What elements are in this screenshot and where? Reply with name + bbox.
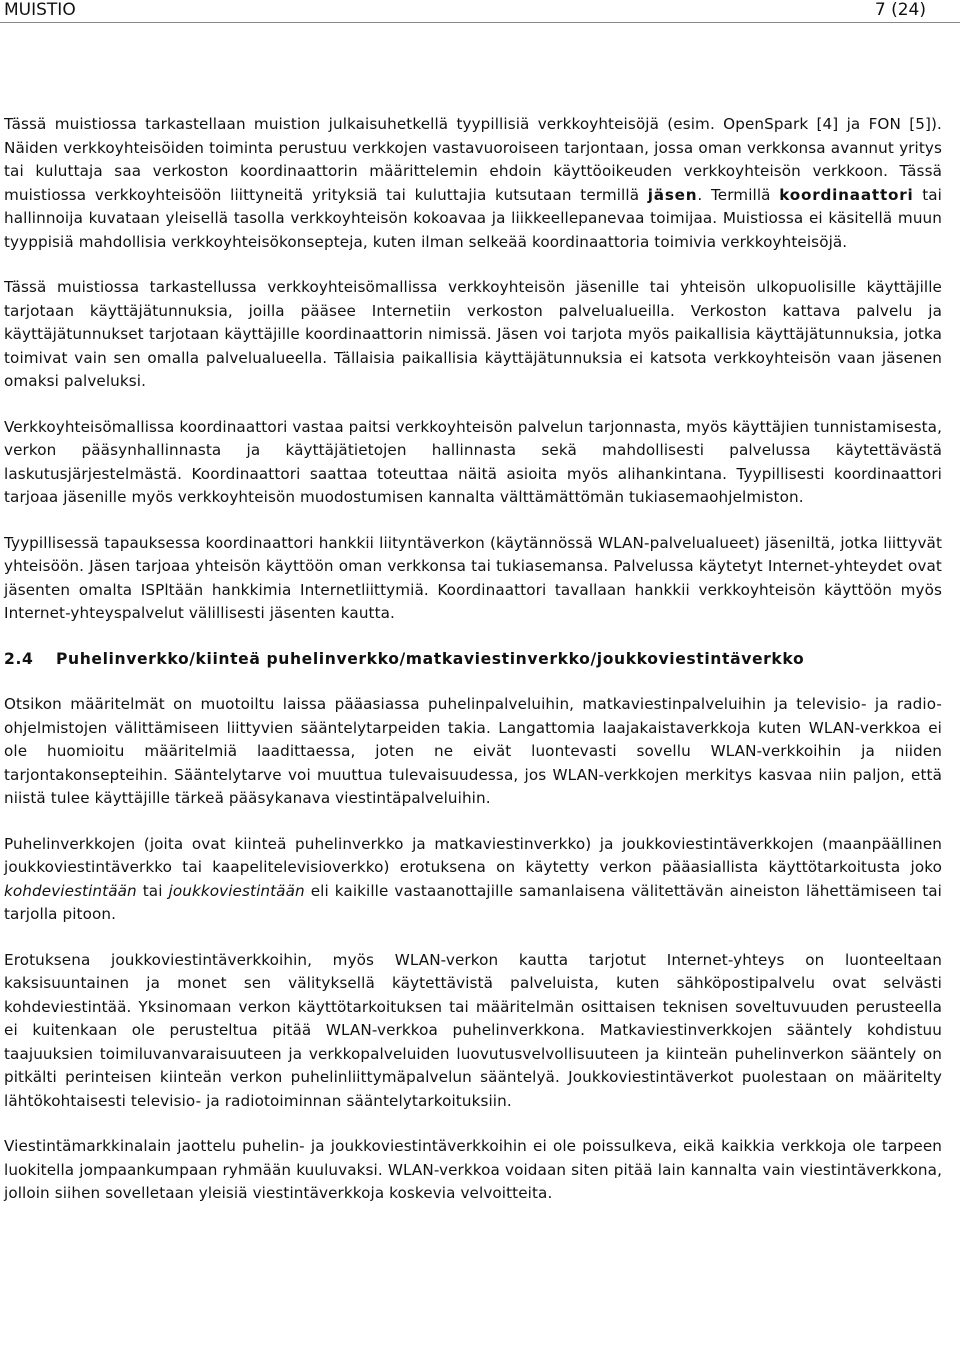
- paragraph-user-credentials: Tässä muistiossa tarkastellussa verkkoyhteisömallissa verkkoyhteisön jäsenille tai yhteisön ulkopuolisille käyttäjille tarjotaan käyttäjätunnuksia, joilla pääsee Internetiin verkoston palvelualueilla. Verkoston kattava palvelu ja käyttäjätunnukset tarjotaan käyttäjille koordinaattorin nimissä. Jäsen voi tarjota myös paikallisia käyttäjätunnuksia, jotka toimivat vain sen omalla palvelualueella. Tällaisia paikallisia käyttäjätunnuksia ei katsota verkkoyhteisön vaan jäsenen omaksi palveluksi.: [4, 278, 942, 390]
- term-targeted-communication: kohdeviestintään: [4, 881, 137, 900]
- page-header: [0, 0, 960, 23]
- text-segment: eli kaikille vastaanottajille samanlaisena välitettävän aineiston lähettämiseen tai tarjolla pitoon.: [4, 881, 942, 923]
- term-coordinator: koordinaattori: [779, 185, 914, 204]
- text-segment: Puhelinverkkojen (joita ovat kiinteä puhelinverkko ja matkaviestinverkko) ja joukkoviestintäverkkojen (maanpäällinen joukkoviestintäverkko tai kaapelitelevisioverkko) erotuksena on käytetty verkon pääasiallista käyttötarkoitusta joko: [4, 834, 942, 876]
- term-member: jäsen: [647, 185, 698, 204]
- section-heading: [4, 648, 942, 672]
- page-number: 7 (24): [874, 0, 926, 20]
- paragraph-conclusion: Viestintämarkkinalain jaottelu puhelin- ja joukkoviestintäverkkoihin ei ole poissulkeva, eikä kaikkia verkkoja ole tarpeen luokitella jompaankumpaan ryhmään kuuluvaksi. WLAN-verkkoa voidaan siten pitää lain kannalta vain viestintäverkkona, jolloin siihen sovelletaan yleisiä viestintäverkkoja koskevia velvoitteita.: [4, 1137, 942, 1202]
- text-segment: . Termillä: [697, 185, 780, 204]
- text-segment: Tässä muistiossa tarkastellaan muistion julkaisuhetkellä tyypillisiä verkkoyhteisöjä (esim. OpenSpark [4] ja FON [5]). Näiden verkkoyhteisöiden toiminta perustuu verkkojen vastavuoroiseen tarjontaan, jossa oman verkkonsa avannut yritys tai kuluttaja saa verkoston koordinaattorin määrittelemin ehdoin käyttöoikeuden verkkoyhteisön verkkoon. Tässä muistiossa verkkoyhteisöön liittyneitä yrityksiä tai kuluttajia kutsutaan termillä: [4, 115, 942, 204]
- document-title: MUISTIO: [4, 0, 76, 20]
- section-number: 2.4: [4, 649, 34, 668]
- paragraph-definitions: Otsikon määritelmät on muotoiltu laissa pääasiassa puhelinpalveluihin, matkaviestinpalveluihin ja televisio- ja radio-ohjelmistojen välittämiseen liittyvien sääntelytarpeiden takia. Langattomia laajakaistaverkkoja kuten WLAN-verkkoa ei ole huomioitu määritelmiä laadittaessa, joten ne eivät luontevasti sovellu WLAN-verkkoihin ja niiden tarjontakonsepteihin. Sääntelytarve voi muuttua tulevaisuudessa, jos WLAN-verkkojen merkitys kasvaa niin paljon, että niistä tulee käyttäjille tärkeä pääsykanava viestintäpalveluihin.: [4, 695, 942, 807]
- term-mass-communication: joukkoviestintään: [168, 881, 305, 900]
- section-title: Puhelinverkko/kiinteä puhelinverkko/matkaviestinverkko/joukkoviestintäverkko: [56, 649, 805, 668]
- paragraph-network-types: [4, 833, 942, 927]
- text-segment: tai: [136, 881, 169, 900]
- paragraph-coordinator-role: Verkkoyhteisömallissa koordinaattori vastaa paitsi verkkoyhteisön palvelun tarjonnasta, myös käyttäjien tunnistamisesta, verkon pääsynhallinnasta ja käyttäjätietojen hallinnasta sekä mahdollisesti palvelussa käytettävästä laskutusjärjestelmästä. Koordinaattori saattaa toteuttaa näitä asioita myös alihankintana. Tyypillisesti koordinaattori tarjoaa jäsenille myös verkkoyhteisön muodostumisen kannalta välttämättömän tukiasemaohjelmiston.: [4, 417, 942, 506]
- paragraph-access-network: Tyypillisessä tapauksessa koordinaattori hankkii liityntäverkon (käytännössä WLAN-palvelualueet) jäseniltä, jotka liittyvät yhteisöön. Jäsen tarjoaa yhteisön käyttöön oman verkkonsa tai tukiasemansa. Palvelussa käytetyt Internet-yhteydet ovat jäsenten omalta ISPltään hankkimia Internetliittymiä. Koordinaattori tavallaan hankkii verkkoyhteisön käyttöön myös Internet-yhteyspalvelut välillisesti jäsenten kautta.: [4, 533, 942, 622]
- paragraph-wlan-distinction: Erotuksena joukkoviestintäverkkoihin, myös WLAN-verkon kautta tarjotut Internet-yhteys on luonteeltaan kaksisuuntainen ja monet sen välityksellä käytettävistä palveluista, kuten sähköpostipalvelu ovat selvästi kohdeviestintää. Yksinomaan verkon käyttötarkoituksen tai määritelmän osittaisen teknisen soveltuvuuden perusteella ei kuitenkaan ole perusteltua pitää WLAN-verkkoa puhelinverkkona. Matkaviestinverkkojen sääntely kohdistuu taajuuksien toimiluvanvaraisuuteen ja verkkopalveluiden luovutusvelvollisuuteen ja kiinteän puhelinverkon sääntely on pitkälti perinteisen kiinteän verkon puhelinliittymäpalvelun sääntelyä. Joukkoviestintäverkot puolestaan on määritelty lähtökohtaisesti televisio- ja radiotoiminnan sääntelytarkoituksiin.: [4, 950, 942, 1110]
- text-segment: tai hallinnoija kuvataan yleisellä tasolla verkkoyhteisön kokoavaa ja liikkeellepanevaa toimijaa. Muistiossa ei käsitellä muun tyyppisiä mahdollisia verkkoyhteisökonsepteja, kuten ilman selkeää koordinaattoria toimivia verkkoyhteisöjä.: [4, 185, 943, 251]
- paragraph-intro: [4, 113, 942, 254]
- document-body: [4, 113, 942, 1206]
